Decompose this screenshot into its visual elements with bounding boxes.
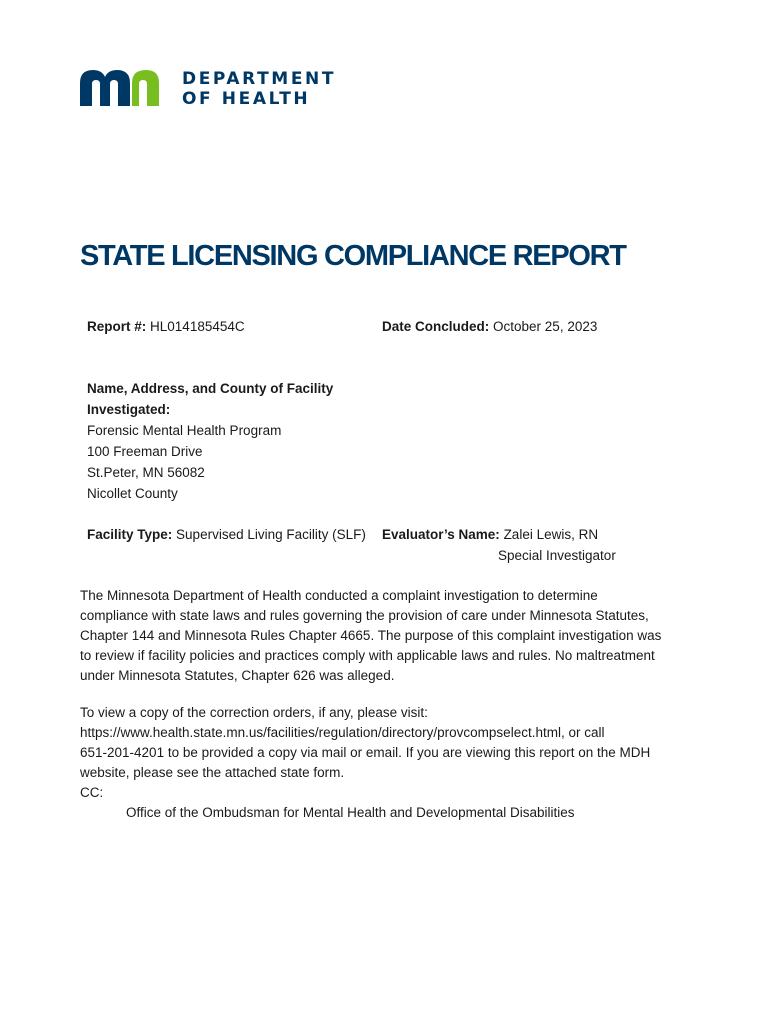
facility-label-line-1: Name, Address, and County of Facility — [87, 381, 334, 396]
facility-type-value: Supervised Living Facility (SLF) — [176, 527, 366, 542]
paragraph-investigation — [80, 586, 690, 686]
paragraph-line: compliance with state laws and rules governing the provision of care under Minnesota Statutes, — [80, 608, 649, 623]
report-number — [87, 316, 245, 337]
evaluator-title: Special Investigator — [498, 548, 616, 563]
evaluator — [382, 524, 598, 545]
facility-county: Nicollet County — [87, 486, 178, 501]
cc-label: CC: — [80, 785, 104, 800]
report-title: STATE LICENSING COMPLIANCE REPORT — [80, 240, 626, 272]
paragraph-line: To view a copy of the correction orders, if any, please visit: — [80, 705, 428, 720]
cc-recipient: Office of the Ombudsman for Mental Health and Developmental Disabilities — [126, 805, 575, 820]
logo-line-1: DEPARTMENT — [182, 69, 337, 89]
facility-block — [87, 378, 333, 504]
paragraph-line: under Minnesota Statutes, Chapter 626 was alleged. — [80, 668, 395, 683]
facility-label-line-2: Investigated: — [87, 402, 171, 417]
facility-type — [87, 524, 366, 545]
facility-type-label: Facility Type: — [87, 527, 173, 542]
facility-address: 100 Freeman Drive — [87, 444, 203, 459]
date-concluded-label: Date Concluded: — [382, 319, 490, 334]
date-concluded-value: October 25, 2023 — [493, 319, 598, 334]
logo-line-2: OF HEALTH — [182, 89, 311, 109]
evaluator-label: Evaluator’s Name: — [382, 527, 500, 542]
mn-logo-mark — [80, 68, 172, 106]
paragraph-line: Chapter 144 and Minnesota Rules Chapter 4665. The purpose of this complaint investigation was — [80, 628, 662, 643]
report-number-value: HL014185454C — [150, 319, 245, 334]
paragraph-line: website, please see the attached state form. — [80, 765, 345, 780]
paragraph-correction-orders — [80, 703, 690, 823]
paragraph-line: to review if facility policies and practices comply with applicable laws and rules. No maltreatment — [80, 648, 655, 663]
logo-wordmark — [182, 69, 336, 109]
facility-city: St.Peter, MN 56082 — [87, 465, 205, 480]
report-number-label: Report #: — [87, 319, 147, 334]
facility-name: Forensic Mental Health Program — [87, 423, 282, 438]
paragraph-line: 651-201-4201 to be provided a copy via mail or email. If you are viewing this report on the MDH — [80, 745, 651, 760]
paragraph-line: The Minnesota Department of Health conducted a complaint investigation to determine — [80, 588, 598, 603]
paragraph-line: https://www.health.state.mn.us/facilities/regulation/directory/provcompselect.html, or call — [80, 725, 605, 740]
mdh-logo — [80, 68, 336, 109]
evaluator-name: Zalei Lewis, RN — [503, 527, 599, 542]
date-concluded — [382, 316, 597, 337]
